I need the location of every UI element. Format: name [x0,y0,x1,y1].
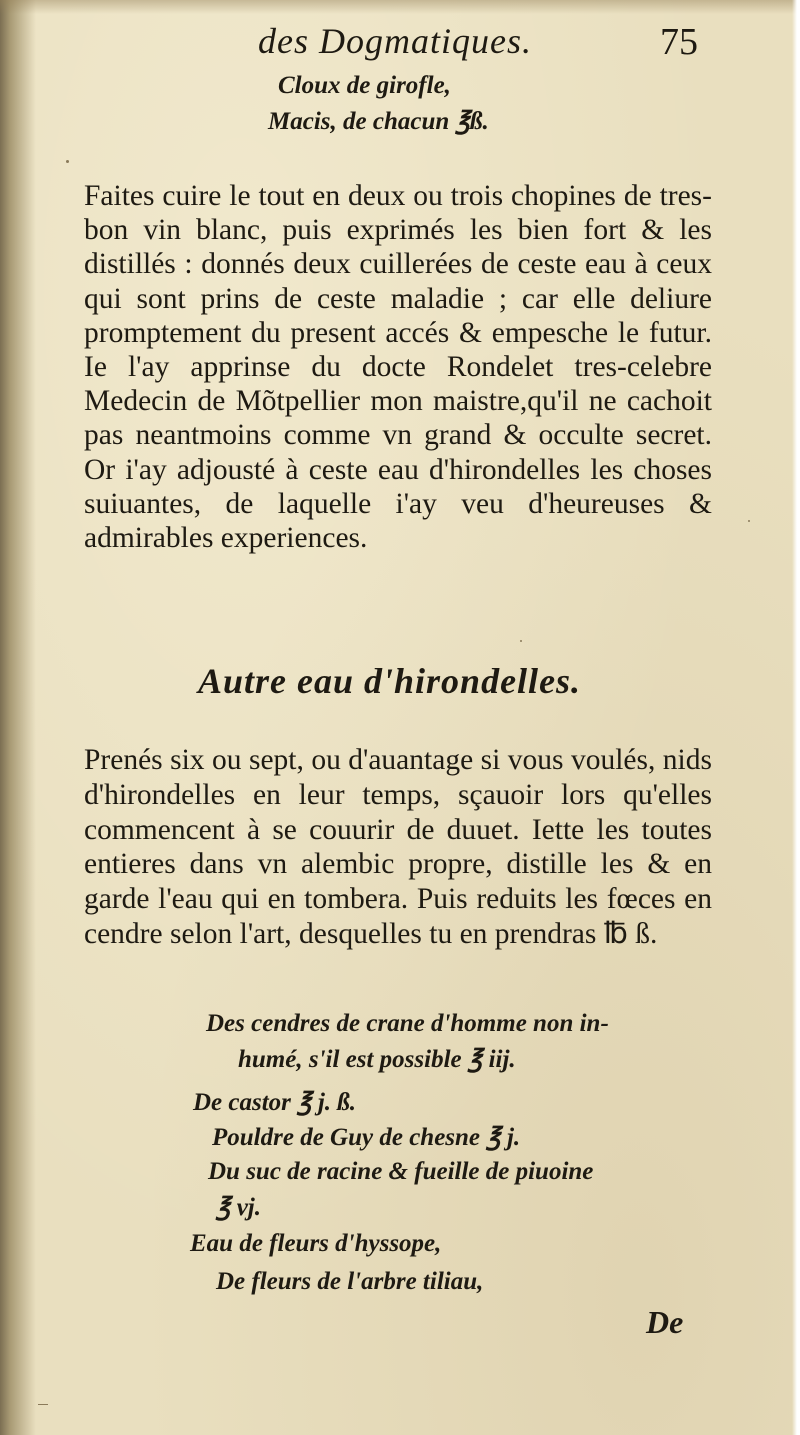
paper-speck [520,640,522,642]
paper-speck [66,160,69,163]
recipe-line: Pouldre de Guy de chesne ℥ j. [212,1124,521,1151]
recipe-line: De castor ℥ j. ß. [193,1089,357,1116]
recipe-line: Eau de fleurs d'hyssope, [190,1230,442,1257]
page-number: 75 [660,21,698,63]
running-head: des Dogmatiques. [258,21,532,61]
paragraph-2: Prenés six ou sept, ou d'auantage si vous voulés, nids d'hirondelles en leur temps, sçauoir lors qu'elles commencent à se couurir de duuet. Iette les toutes entieres dans vn alembic propre, distille les & en garde l'eau qui en tombera. Puis reduits les fœces en cendre selon l'art, desquelles tu en prendras ℔ ß. [84,744,712,950]
recipe-line: Des cendres de crane d'homme non in- [206,1010,609,1037]
recipe-line: Du suc de racine & fueille de piuoine [208,1158,594,1185]
paragraph-1: Faites cuire le tout en deux ou trois chopines de tres-bon vin blanc, puis exprimés les bien fort & les distillés : donnés deux cuillerées de ceste eau à ceux qui sont prins de ceste maladie ; car elle deliure promptement du present accés & empesche le futur. Ie l'ay apprinse du docte Rondelet tres-celebre Medecin de Mõtpellier mon maistre,qu'il ne cachoit pas neantmoins comme vn grand & occulte secret. Or i'ay adjousté à ceste eau d'hirondelles les choses suiuantes, de laquelle i'ay veu d'heureuses & admirables experiences. [84,180,712,555]
page-right-edge [792,0,800,1435]
paper-speck [748,520,750,522]
recipe-line: humé, s'il est possible ℥ iij. [238,1046,516,1073]
recipe-line: Macis, de chacun ℥ß. [268,108,489,135]
paper-speck [38,1404,48,1405]
catchword: De [646,1304,684,1340]
gutter-shadow [0,0,36,1435]
recipe-line: De fleurs de l'arbre tiliau, [216,1268,484,1295]
section-heading: Autre eau d'hirondelles. [198,661,582,701]
top-edge-shadow [0,0,800,14]
recipe-line: ℥ vj. [216,1194,261,1221]
recipe-line: Cloux de girofle, [278,72,451,99]
